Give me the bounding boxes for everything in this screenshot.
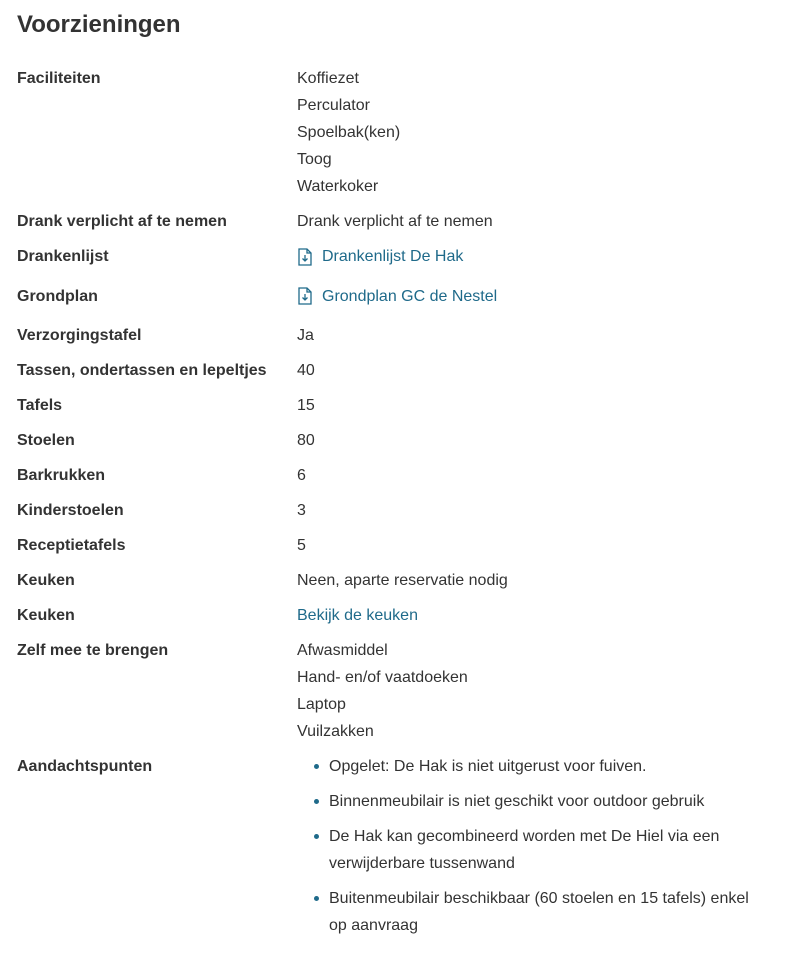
row-stoelen [17,427,798,462]
link-text: Drankenlijst De Hak [322,248,464,265]
row-label: Stoelen [17,432,75,449]
row-label: Aandachtspunten [17,758,153,775]
row-label: Receptietafels [17,537,126,554]
aandachtspunten-list [297,753,767,939]
row-keuken-link [17,602,798,637]
row-value: Neen, aparte reservatie nodig [297,572,508,589]
value-line: Vuilzakken [297,723,374,740]
row-faciliteiten [17,65,798,208]
row-value [297,753,767,955]
row-label: Keuken [17,572,75,589]
row-value: 6 [297,467,306,484]
bekijk-keuken-link[interactable]: Bekijk de keuken [297,607,418,624]
row-receptietafels [17,532,798,567]
row-aandachtspunten [17,753,798,955]
row-label: Zelf mee te brengen [17,642,169,659]
row-label: Tafels [17,397,63,414]
row-value: 5 [297,537,306,554]
row-kinderstoelen [17,497,798,532]
value-line: Perculator [297,97,370,114]
row-drank [17,208,798,243]
row-value: 3 [297,502,306,519]
value-line: Laptop [297,696,346,713]
list-item: De Hak kan gecombineerd worden met De Hiel via een verwijderbare tussenwand [329,823,767,877]
drankenlijst-link[interactable] [297,243,463,270]
row-keuken [17,567,798,602]
row-tafels [17,392,798,427]
value-line: Hand- en/of vaatdoeken [297,669,468,686]
section-title: Voorzieningen [17,11,181,38]
row-label: Keuken [17,607,75,624]
row-value: 15 [297,397,315,414]
row-meebrengen [17,637,798,753]
row-label: Barkrukken [17,467,106,484]
row-label: Grondplan [17,287,98,305]
row-value [297,602,418,637]
file-download-icon [297,248,313,266]
row-value [297,243,463,283]
row-label: Kinderstoelen [17,502,124,519]
value-line: Koffiezet [297,70,359,87]
value-line: Toog [297,151,332,168]
row-label: Faciliteiten [17,70,101,87]
row-value: 40 [297,362,315,379]
grondplan-link[interactable] [297,283,497,310]
link-text: Grondplan GC de Nestel [322,287,498,305]
file-download-icon [297,287,313,305]
value-line: Afwasmiddel [297,642,388,659]
row-tassen [17,357,798,392]
row-drankenlijst [17,243,798,283]
row-value: Drank verplicht af te nemen [297,213,493,230]
row-verzorgingstafel [17,322,798,357]
row-label: Verzorgingstafel [17,327,142,344]
list-item: Buitenmeubilair beschikbaar (60 stoelen en 15 tafels) enkel op aanvraag [329,885,767,939]
row-label: Tassen, ondertassen en lepeltjes [17,362,267,379]
row-label: Drank verplicht af te nemen [17,213,227,230]
row-value [297,65,400,208]
row-value [297,283,497,323]
row-value: 80 [297,432,315,449]
list-item: Opgelet: De Hak is niet uitgerust voor fuiven. [329,753,767,780]
list-item: Binnenmeubilair is niet geschikt voor outdoor gebruik [329,788,767,815]
row-value: Ja [297,327,314,344]
value-line: Waterkoker [297,178,379,195]
value-line: Spoelbak(ken) [297,124,401,141]
row-label: Drankenlijst [17,248,109,265]
row-barkrukken [17,462,798,497]
row-grondplan [17,283,798,323]
row-value [297,637,468,753]
